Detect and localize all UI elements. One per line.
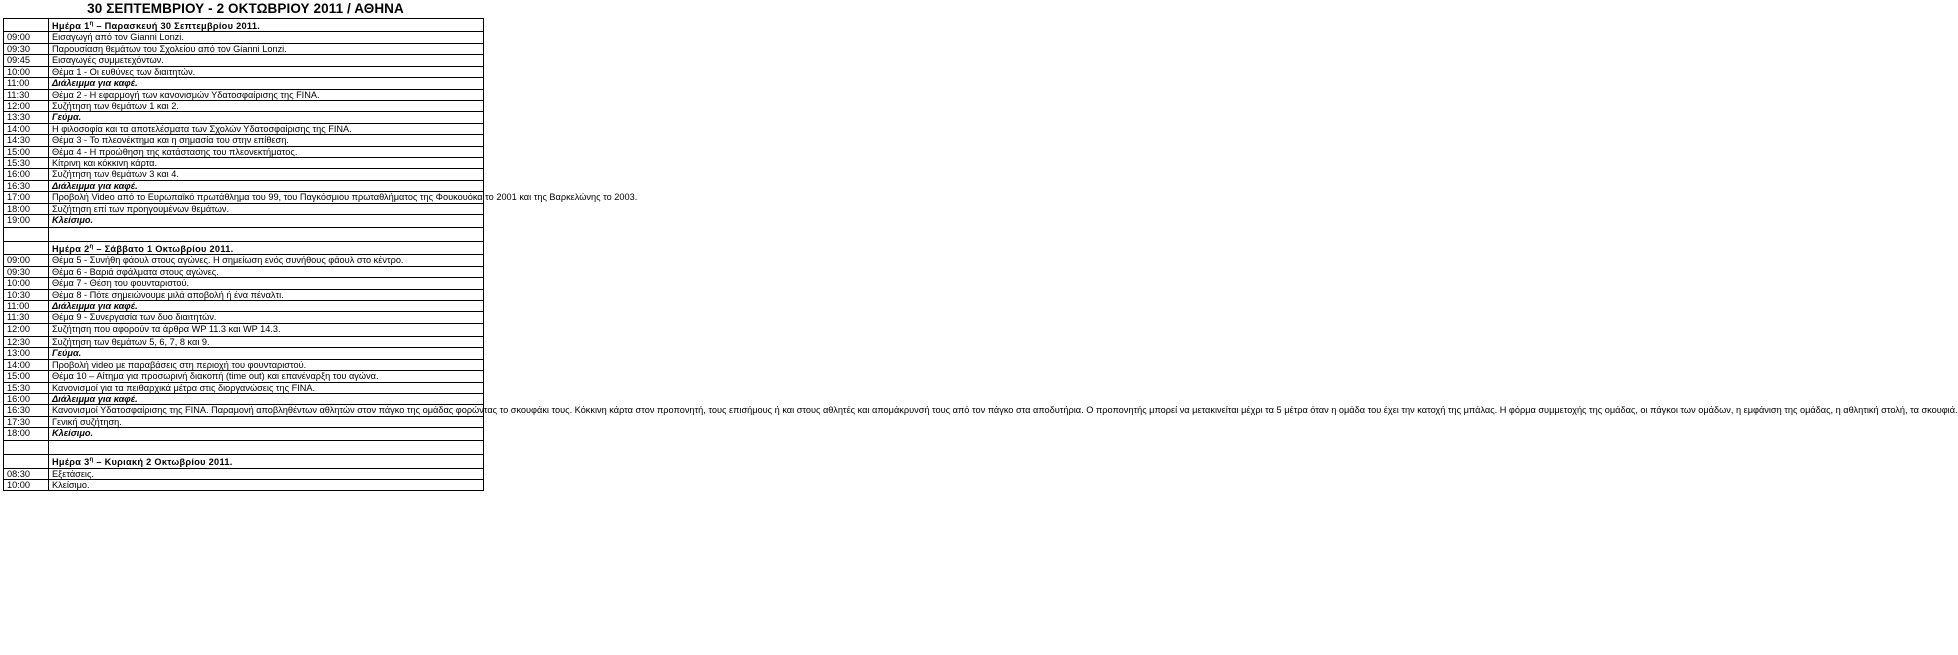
schedule-row (4, 255, 484, 266)
schedule-row (4, 66, 484, 77)
activity-cell: Θέμα 5 - Συνήθη φάουλ στους αγώνες. Η σημείωση ενός συνήθους φάουλ στο κέντρο. (49, 255, 484, 266)
time-cell: 15:30 (4, 157, 49, 168)
time-cell: 15:00 (4, 371, 49, 382)
time-cell: 15:30 (4, 382, 49, 393)
activity-cell: Κανονισμοί για τα πειθαρχικά μέτρα στις διοργανώσεις της FINA. (49, 382, 484, 393)
day-header-row (4, 455, 484, 468)
schedule-row (4, 336, 484, 347)
schedule-row (4, 266, 484, 277)
activity-cell: Εισαγωγές συμμετεχόντων. (49, 55, 484, 66)
time-cell: 09:30 (4, 266, 49, 277)
time-cell: 17:00 (4, 192, 49, 203)
schedule-row (4, 371, 484, 382)
schedule-row (4, 169, 484, 180)
time-cell: 16:00 (4, 393, 49, 404)
schedule-row (4, 348, 484, 359)
schedule-row (4, 55, 484, 66)
activity-cell: Διάλειμμα για καφέ. (49, 180, 484, 191)
activity-cell: Η φιλοσοφία και τα αποτελέσματα των Σχολών Υδατοσφαίρισης της FINA. (49, 123, 484, 134)
time-cell: 11:30 (4, 89, 49, 100)
schedule-row (4, 468, 484, 479)
schedule-row (4, 180, 484, 191)
time-cell: 19:00 (4, 214, 49, 227)
activity-cell: Παρουσίαση θεμάτων του Σχολείου από τον Gianni Lonzi. (49, 43, 484, 54)
time-cell: 16:30 (4, 180, 49, 191)
time-cell: 13:00 (4, 348, 49, 359)
activity-cell: Γεύμα. (49, 112, 484, 123)
activity-cell: Κίτρινη και κόκκινη κάρτα. (49, 157, 484, 168)
schedule-row (4, 480, 484, 491)
time-cell (4, 455, 49, 468)
day2-header: Ημέρα $2^\eta$ – Σάββατο 1 Οκτωβρίου 2011. (49, 241, 484, 254)
time-cell: 14:00 (4, 359, 49, 370)
schedule-row (4, 428, 484, 441)
schedule-row (4, 32, 484, 43)
schedule-row (4, 382, 484, 393)
activity-cell: Διάλειμμα για καφέ. (49, 78, 484, 89)
time-cell: 12:30 (4, 336, 49, 347)
activity-cell: Θέμα 3 - Το πλεονέκτημα και η σημασία του στην επίθεση. (49, 135, 484, 146)
activity-cell: Συζήτηση των θεμάτων 1 και 2. (49, 100, 484, 111)
activity-cell: Συζήτηση επί των προηγουμένων θεμάτων. (49, 203, 484, 214)
time-cell: 10:30 (4, 289, 49, 300)
schedule-row (4, 301, 484, 312)
page-title: 30 ΣΕΠΤΕΜΒΡΙΟΥ - 2 ΟΚΤΩΒΡΙΟΥ 2011 / ΑΘΗΝΑ (87, 1, 404, 16)
time-cell: 11:00 (4, 78, 49, 89)
schedule-row (4, 100, 484, 111)
schedule-row (4, 135, 484, 146)
schedule-row (4, 157, 484, 168)
activity-cell: Θέμα 8 - Πότε σημειώνουμε μιλά αποβολή ή ένα πέναλτι. (49, 289, 484, 300)
activity-cell: Προβολή Video από το Ευρωπαϊκό πρωτάθλημα του 99, του Παγκόσμιου πρωταθλήματος της Φουκουόκα το 2001 και της Βαρκελώνης το 2003. (49, 192, 484, 203)
schedule-table (3, 18, 1958, 491)
activity-cell: Θέμα 10 – Αίτημα για προσωρινή διακοπή (time out) και επανέναρξη του αγώνα. (49, 371, 484, 382)
schedule-row (4, 192, 484, 203)
schedule-row (4, 146, 484, 157)
schedule-row (4, 78, 484, 89)
day-header-row (4, 19, 484, 32)
time-cell: 14:30 (4, 135, 49, 146)
activity-cell: Συζήτηση των θεμάτων 3 και 4. (49, 169, 484, 180)
activity-cell: Συζήτηση που αφορούν τα άρθρα WP 11.3 και WP 14.3. (49, 323, 484, 336)
activity-cell: Θέμα 7 - Θέση του φουνταριστού. (49, 278, 484, 289)
time-cell: 09:45 (4, 55, 49, 66)
activity-cell: Θέμα 4 - Η προώθηση της κατάστασης του πλεονεκτήματος. (49, 146, 484, 157)
day-header-row (4, 241, 484, 254)
schedule-row (4, 203, 484, 214)
time-cell: 13:30 (4, 112, 49, 123)
time-cell: 14:00 (4, 123, 49, 134)
time-cell (4, 241, 49, 254)
activity-cell: Προβολή video με παραβάσεις στη περιοχή του φουνταριστού. (49, 359, 484, 370)
activity-cell: Εισαγωγή από τον Gianni Lonzi. (49, 32, 484, 43)
schedule-row (4, 289, 484, 300)
time-cell: 12:00 (4, 323, 49, 336)
time-cell: 10:00 (4, 66, 49, 77)
time-cell (4, 19, 49, 32)
spacer-row (4, 227, 484, 241)
spacer-row (4, 441, 484, 455)
time-cell: 18:00 (4, 428, 49, 441)
activity-cell: Γεύμα. (49, 348, 484, 359)
activity-cell: Θέμα 9 - Συνεργασία των δυο διαιτητών. (49, 312, 484, 323)
activity-cell: Γενική συζήτηση. (49, 416, 484, 427)
activity-cell: Διάλειμμα για καφέ. (49, 393, 484, 404)
activity-cell: Θέμα 2 - Η εφαρμογή των κανονισμών Υδατοσφαίρισης της FINA. (49, 89, 484, 100)
schedule-row (4, 278, 484, 289)
schedule-row (4, 393, 484, 404)
activity-cell: Εξετάσεις. (49, 468, 484, 479)
schedule-row (4, 405, 484, 416)
time-cell: 16:30 (4, 405, 49, 416)
activity-cell: Συζήτηση των θεμάτων 5, 6, 7, 8 και 9. (49, 336, 484, 347)
schedule-row (4, 123, 484, 134)
day1-header: Ημέρα $1^\eta$ – Παρασκευή 30 Σεπτεμβρίου 2011. (49, 19, 484, 32)
time-cell: 08:30 (4, 468, 49, 479)
activity-cell: Κλείσιμο. (49, 428, 484, 441)
schedule-row (4, 43, 484, 54)
activity-cell: Κλείσιμο. (49, 480, 484, 491)
time-cell: 18:00 (4, 203, 49, 214)
schedule-row (4, 112, 484, 123)
time-cell: 11:30 (4, 312, 49, 323)
time-cell: 10:00 (4, 480, 49, 491)
time-cell: 10:00 (4, 278, 49, 289)
time-cell: 09:00 (4, 255, 49, 266)
schedule-row (4, 214, 484, 227)
schedule-row (4, 312, 484, 323)
time-cell: 09:30 (4, 43, 49, 54)
time-cell: 15:00 (4, 146, 49, 157)
schedule-row (4, 89, 484, 100)
activity-cell: Θέμα 6 - Βαριά σφάλματα στους αγώνες. (49, 266, 484, 277)
schedule-row (4, 323, 484, 336)
time-cell: 12:00 (4, 100, 49, 111)
time-cell: 17:30 (4, 416, 49, 427)
activity-cell: Κανονισμοί Υδατοσφαίρισης της FINA. Παραμονή αποβληθέντων αθλητών στον πάγκο της ομάδας φορώντας το σκουφάκι τους. Κόκκινη κάρτα στον προπονητή, τους επισήμους ή και στους αθλητές και απομάκρυνσή τους από τον πάγκο στα αποδυτήρια. Ο προπονητής μπορεί να μετακινείται μέχρι τα 5 μέτρα όταν η ομάδα του έχει την κατοχή της μπάλας. Η φόρμα συμμετοχής της ομάδας, οι πάγκοι των ομάδων, η εμφάνιση της ομάδας, η αθλητική στολή, τα σκουφιά. (49, 405, 484, 416)
schedule-row (4, 359, 484, 370)
activity-cell: Κλείσιμο. (49, 214, 484, 227)
activity-cell: Θέμα 1 - Οι ευθύνες των διαιτητών. (49, 66, 484, 77)
day3-header: Ημέρα $3^\eta$ – Κυριακή 2 Οκτωβρίου 2011. (49, 455, 484, 468)
time-cell: 09:00 (4, 32, 49, 43)
schedule-row (4, 416, 484, 427)
time-cell: 16:00 (4, 169, 49, 180)
time-cell: 11:00 (4, 301, 49, 312)
activity-cell: Διάλειμμα για καφέ. (49, 301, 484, 312)
